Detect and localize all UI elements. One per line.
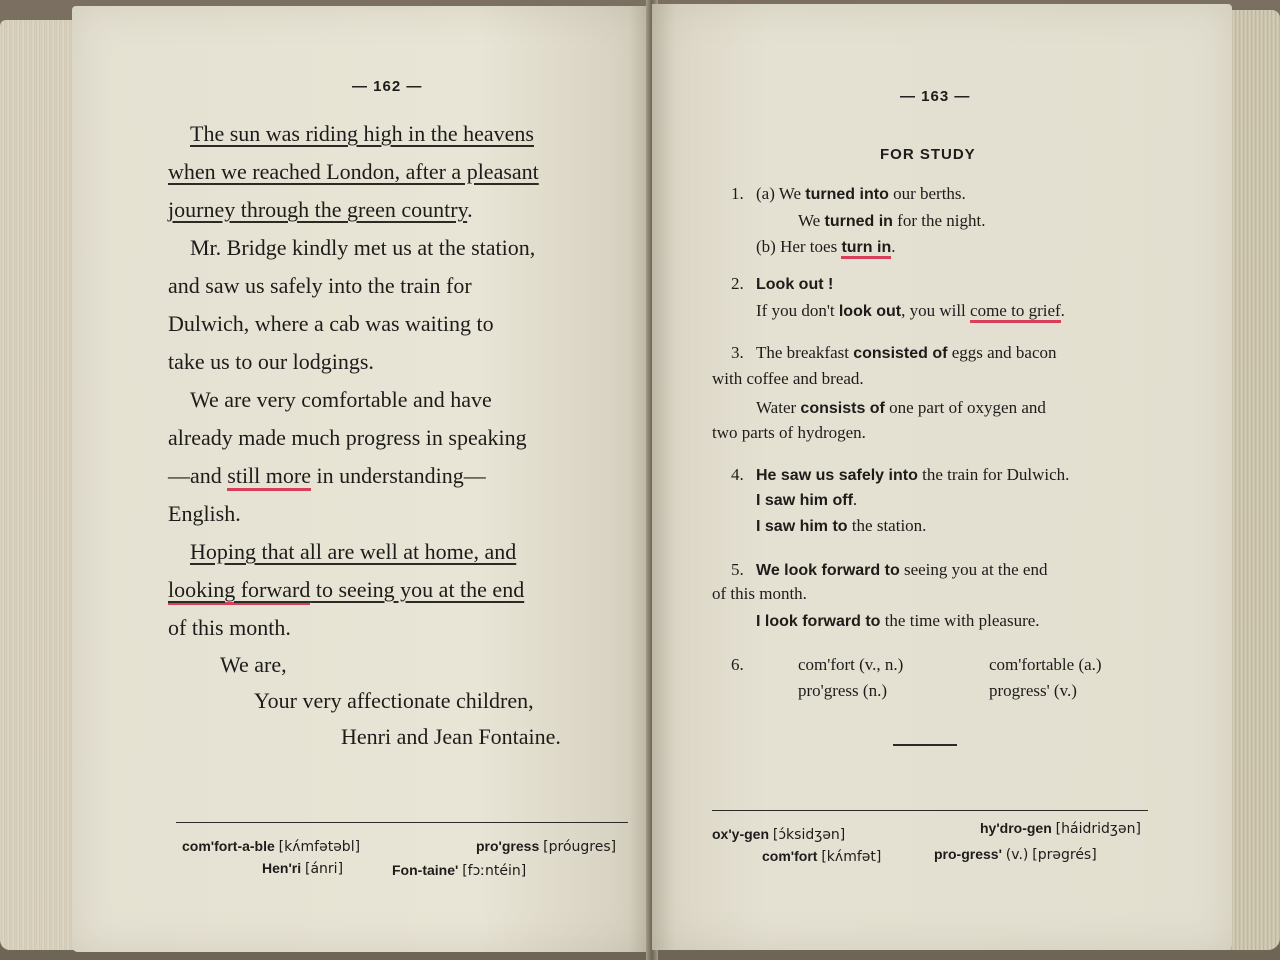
footnote-pron: [ánri] [305, 861, 344, 877]
word-comfortable: com'fortable (a.) [989, 655, 1102, 674]
left-footnote-rule [176, 822, 628, 823]
item-1a-line2 [798, 211, 985, 231]
bold-phrase: He saw us safely [756, 467, 889, 484]
text: . [1060, 301, 1065, 320]
paragraph-3 [168, 381, 628, 533]
footnote-pron: [próugres] [543, 839, 617, 855]
item-4-line3 [756, 516, 926, 536]
footnote-word: Fon-taine' [392, 862, 459, 878]
footnote-pron: [kʌ́mfət] [821, 849, 882, 865]
text: our berths. [888, 184, 966, 203]
line-6: Dulwich, where a cab was waiting to [168, 311, 494, 336]
item-number-6: 6. [731, 655, 744, 674]
line-10-a: —and [168, 463, 228, 488]
item-5-line3 [756, 611, 1040, 631]
line-13 [168, 577, 524, 605]
footnote-word: pro'gress [476, 838, 540, 854]
left-footnote-3 [262, 860, 343, 877]
bold-phrase: I saw him [756, 492, 833, 509]
item-4-line1 [756, 465, 1069, 485]
section-end-rule [893, 744, 957, 746]
paragraph-1 [168, 115, 628, 229]
closing-children: Your very affectionate children, [254, 688, 534, 713]
item-2-line2 [756, 301, 1065, 321]
left-body-text [168, 115, 628, 647]
right-page-number: — 163 — [900, 88, 971, 105]
right-footnote-rule [712, 810, 1148, 811]
item-4-line2 [756, 490, 857, 510]
bold-phrase: Look out [756, 276, 824, 293]
item-1a-line [756, 184, 966, 204]
paragraph-2 [168, 229, 628, 381]
bold-phrase: I [756, 613, 765, 630]
text: the train for Dulwich. [917, 465, 1070, 484]
line-3-underlined: journey through the green country [168, 197, 468, 222]
footnote-word: ox'y-gen [712, 826, 770, 842]
footnote-word: hy'dro-gen [980, 820, 1052, 836]
bold-phrase: We [756, 562, 785, 579]
right-footnote-1 [712, 826, 845, 843]
left-footnote-1 [182, 838, 360, 855]
text: . [891, 237, 896, 256]
punct: ! [823, 276, 834, 293]
right-footnote-4 [934, 846, 1097, 863]
line-5: and saw us safely into the train for [168, 273, 472, 298]
item-number-1: 1. [731, 184, 744, 203]
bold-phrase: look forward to [764, 613, 881, 630]
line-2 [168, 159, 539, 184]
text: eggs and bacon [947, 343, 1057, 362]
text: seeing you at the end [899, 560, 1048, 579]
closing-signature: Henri and Jean Fontaine. [341, 724, 561, 749]
word-comfort: com'fort (v., n.) [798, 655, 904, 674]
line-3-rest: . [467, 197, 473, 222]
bold-phrase: look forward to [784, 562, 900, 579]
item-number-3: 3. [731, 343, 744, 362]
red-underline-still-more: still more [227, 463, 311, 491]
item-number-4: 4. [731, 465, 744, 484]
item-3-line4: two parts of hydrogen. [712, 423, 866, 442]
line-10 [168, 463, 486, 491]
bold-phrase: consists of [800, 400, 885, 417]
text: If you don't [756, 301, 839, 320]
left-footnote-4 [392, 862, 526, 879]
text: for the night. [892, 211, 986, 230]
line-1: The sun was riding high in the heavens [190, 121, 534, 146]
red-underline-turn-in: turn in [841, 239, 891, 259]
text: Water [756, 398, 801, 417]
text: the station. [847, 516, 927, 535]
text: The breakfast [756, 343, 854, 362]
footnote-word: com'fort [762, 848, 818, 864]
text: (a) We [756, 184, 806, 203]
closing-we-are: We are, [220, 652, 287, 677]
text: We [798, 211, 825, 230]
item-2-line1 [756, 274, 833, 294]
item-1b-line [756, 237, 895, 257]
line-8: We are very comfortable and have [190, 387, 492, 412]
footnote-pron: [kʌ́mfətəbl] [278, 839, 361, 855]
bold-phrase: I saw him [756, 518, 833, 535]
bold-phrase: turned into [805, 186, 889, 203]
bold-phrase: turned in [824, 213, 893, 230]
line-9: already made much progress in speaking [168, 425, 527, 450]
footnote-word: Hen'ri [262, 860, 302, 876]
footnote-pron: [fɔːntéin] [462, 863, 527, 879]
bold-phrase: into [888, 467, 918, 484]
item-3-line1 [756, 343, 1057, 363]
bold-phrase: look out [838, 303, 902, 320]
line-13-rest: to seeing you at the end [310, 577, 525, 602]
line-2-underlined: when we reached London [168, 159, 395, 184]
text: the time with pleasure. [880, 611, 1040, 630]
section-title: FOR STUDY [880, 146, 976, 163]
item-3-line3 [756, 398, 1046, 418]
word-progress-noun: pro'gress (n.) [798, 681, 887, 700]
footnote-pron: [prəgrés] [1032, 847, 1097, 863]
line-12: Hoping that all are well at home, and [190, 539, 517, 564]
bold-phrase: consisted of [853, 345, 948, 362]
text: . [852, 490, 858, 509]
footnote-word: pro-gress' [934, 846, 1002, 862]
line-7: take us to our lodgings. [168, 349, 374, 374]
line-10-c: in understanding— [310, 463, 486, 488]
item-number-2: 2. [731, 274, 744, 293]
red-underline-come-to-grief: come to grief [970, 301, 1061, 323]
footnote-word: com'fort-a-ble [182, 838, 275, 854]
left-footnote-2 [476, 838, 616, 855]
text: , you will [901, 301, 971, 320]
item-5-line2: of this month. [712, 584, 807, 603]
text: (b) Her toes [756, 237, 842, 256]
red-underline-looking-forward: looking forward [168, 577, 310, 605]
text: one part of oxygen and [884, 398, 1046, 417]
line-2-rest: , after a pleasant [394, 159, 539, 184]
right-footnote-2 [980, 820, 1141, 837]
line-11: English. [168, 501, 241, 526]
line-3 [168, 197, 473, 222]
item-number-5: 5. [731, 560, 744, 579]
right-footnote-3 [762, 848, 881, 865]
bold-phrase: to [832, 518, 848, 535]
word-progress-verb: progress' (v.) [989, 681, 1077, 700]
item-5-line1 [756, 560, 1047, 580]
left-page-number: — 162 — [352, 78, 423, 95]
footnote-pos: (v.) [1005, 847, 1029, 863]
line-14: of this month. [168, 615, 291, 640]
footnote-pron: [háidridʒən] [1055, 821, 1141, 837]
paragraph-4 [168, 533, 628, 647]
item-3-line2: with coffee and bread. [712, 369, 864, 388]
bold-phrase: off [832, 492, 853, 509]
footnote-pron: [ɔ́ksidʒən] [772, 827, 846, 843]
line-4: Mr. Bridge kindly met us at the station, [190, 235, 536, 260]
